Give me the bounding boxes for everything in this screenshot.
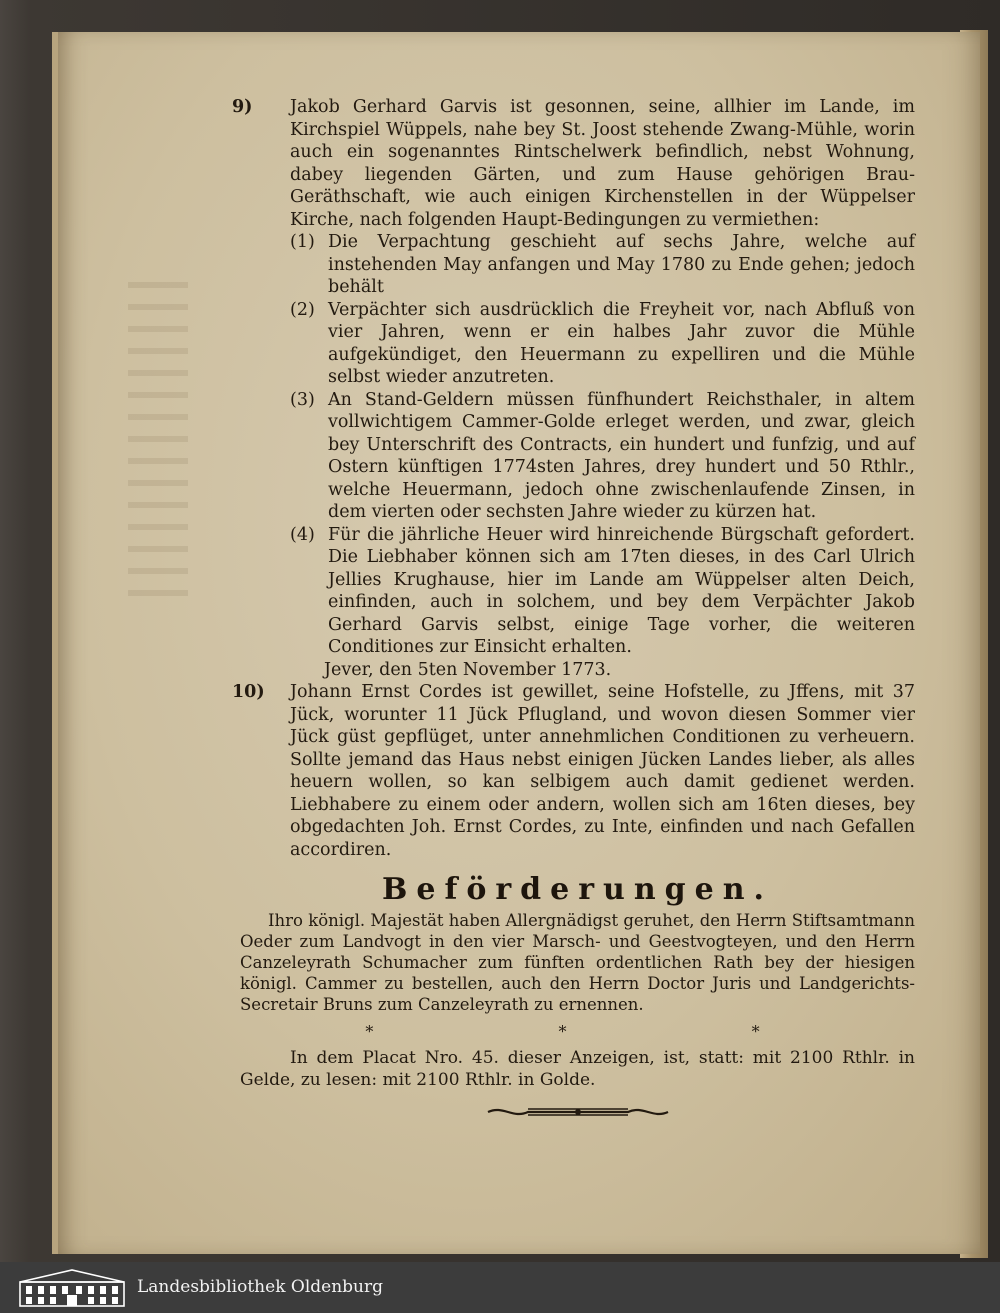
entry-10 bbox=[232, 681, 915, 861]
condition-4 bbox=[290, 524, 915, 659]
condition-text: Die Verpachtung geschieht auf sechs Jahre, welche auf instehenden May anfangen und May 1780 zu Ende gehen; jedoch behält bbox=[328, 232, 915, 297]
condition-text: Für die jährliche Heuer wird hinreichende Bürgschaft gefordert. Die Liebhaber können sich am 17ten dieses, in des Carl Ulrich Jellies Krughause, hier im Lande am Wüppelser alten Deich, einfinden, auch in solchem, und bey dem Verpächter Jakob Gerhard Garvis selbst, einige Tage vorher, die weiteren Conditiones zur Einsicht erhalten. bbox=[328, 524, 915, 657]
entry-number: 9) bbox=[232, 97, 253, 117]
footer-bar bbox=[0, 1262, 1000, 1313]
condition-2 bbox=[290, 299, 915, 389]
entry-body: Johann Ernst Cordes ist gewillet, seine Hofstelle, zu Jffens, mit 37 Jück, worunter 11 Jück Pflugland, und wovon diesen Sommer vier Jück güst gepflüget, unter annehmlichen Conditionen zu verheuern. Sollte jemand das Haus nebst einigen Jücken Landes lieber, als alles heuern wollen, so kan selbigem auch damit gedienet werden. Liebhabere zu einem oder andern, wollen sich am 16ten dieses, bey obgedachten Joh. Ernst Cordes, zu Inte, einfinden und nach Gefallen accordiren. bbox=[290, 682, 915, 860]
library-name[interactable]: Landesbibliothek Oldenburg bbox=[137, 1277, 384, 1297]
condition-number: (4) bbox=[290, 524, 315, 545]
section-heading: Beförderungen. bbox=[382, 872, 773, 907]
correction-text: In dem Placat Nro. 45. dieser Anzeigen, ist, statt: mit 2100 Rthlr. in Gelde, zu lesen: mit 2100 Rthlr. in Golde. bbox=[240, 1048, 915, 1090]
condition-number: (2) bbox=[290, 299, 315, 320]
ornament-divider-icon bbox=[483, 1105, 673, 1119]
promotions-text: Ihro königl. Majestät haben Allergnädigst geruhet, den Herrn Stiftsamtmann Oeder zum Landvogt in den vier Marsch- und Geestvogteyen, und den Herrn Canzeleyrath Schumacher zum fünften ordentlichen Rath bey der hiesigen königl. Cammer zu bestellen, auch den Herrn Doctor Juris und Landgerichts-Secretair Bruns zum Canzeleyrath zu ernennen. bbox=[240, 910, 915, 1014]
condition-1 bbox=[290, 231, 915, 299]
bleed-through bbox=[128, 282, 188, 602]
page-text bbox=[232, 96, 915, 1119]
condition-number: (3) bbox=[290, 389, 315, 410]
entry-number: 10) bbox=[232, 682, 265, 702]
entry-body: Jakob Gerhard Garvis ist gesonnen, seine, allhier im Lande, im Kirchspiel Wüppels, nahe bey St. Joost stehende Zwang-Mühle, worin auch ein sogenanntes Rintschelwerk befindlich, nebst Wohnung, dabey liegenden Gärten, und zum Hause gehörigen Brau-Geräthschaft, wie auch einigen Kirchenstellen in der Wüppelser Kirche, nach folgenden Haupt-Bedingungen zu vermiethen: bbox=[290, 97, 915, 230]
date-line: Jever, den 5ten November 1773. bbox=[324, 659, 612, 680]
condition-text: Verpächter sich ausdrücklich die Freyheit vor, nach Abfluß von vier Jahren, wenn er ein halbes Jahr zuvor die Mühle aufgekündiget, den Heuermann zu expelliren und die Mühle selbst wieder anzutreten. bbox=[328, 299, 915, 387]
entry-9 bbox=[232, 96, 915, 681]
library-building-icon[interactable] bbox=[18, 1268, 126, 1308]
asterism: * * * bbox=[365, 1021, 850, 1041]
condition-number: (1) bbox=[290, 232, 315, 252]
condition-3 bbox=[290, 389, 915, 524]
condition-text: An Stand-Geldern müssen fünfhundert Reichsthaler, in altem vollwichtigem Cammer-Golde erleget werden, und zwar, gleich bey Unterschrift des Contracts, ein hundert und funfzig, und auf Ostern künftigen 1774sten Jahres, drey hundert und 50 Rthlr., welche Heuermann, jedoch ohne zwischenlaufende Zinsen, in dem vierten oder sechsten Jahre wieder zu kürzen hat. bbox=[328, 389, 915, 522]
